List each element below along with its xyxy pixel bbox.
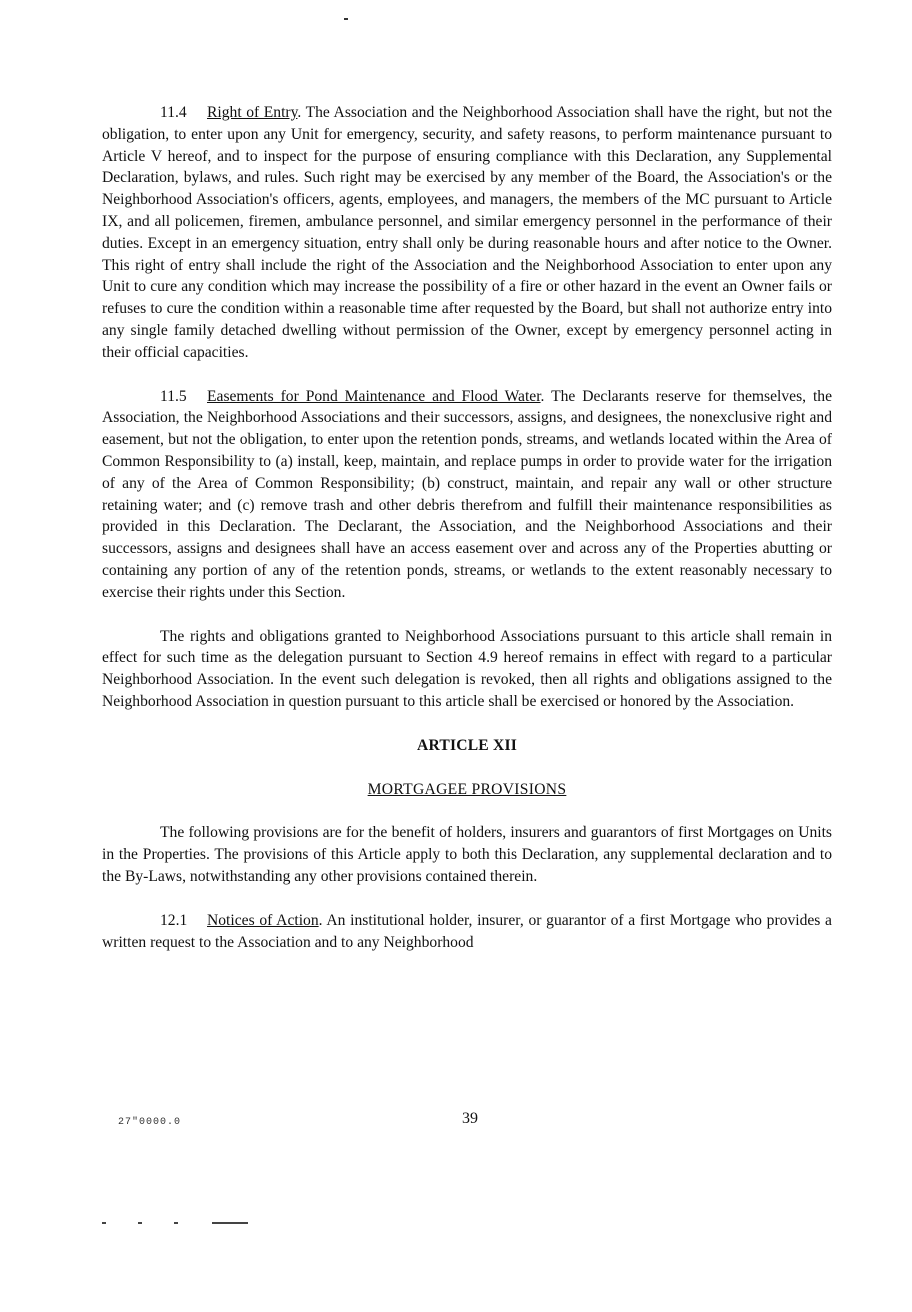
section-11-4 [102, 102, 832, 364]
article-subtitle: MORTGAGEE PROVISIONS [367, 780, 567, 798]
scan-marks-bottom [102, 1222, 252, 1226]
section-heading: Right of Entry [207, 104, 298, 121]
section-heading: Easements for Pond Maintenance and Flood Water [207, 387, 541, 405]
page-number: 39 [462, 1110, 478, 1127]
section-number: 11.4 [160, 104, 187, 121]
section-body: . The Association and the Neighborhood Association shall have the right, but not the obligation, to enter upon any Unit for emergency, security, and safety reasons, to perform maintenance pursuant to Article V hereof, and to inspect for the purpose of ensuring compliance with this Declaration, any Supplemental Declaration, bylaws, and rules. Such right may be exercised by any member of the Board, the Association's or the Neighborhood Association's officers, agents, employees, and managers, the members of the MC pursuant to Article IX, and all policemen, firemen, ambulance personnel, and similar emergency personnel in the performance of their duties. Except in an emergency situation, entry shall only be during reasonable hours and after notice to the Owner. This right of entry shall include the right of the Association and the Neighborhood Association to enter upon any Unit to cure any condition which may increase the possibility of a fire or other hazard in the event an Owner fails or refuses to cure the condition within a reasonable time after requested by the Board, but shall not authorize entry into any single family detached dwelling without permission of the Owner, except by emergency personnel acting in their official capacities. [102, 104, 833, 361]
article-intro: The following provisions are for the benefit of holders, insurers and guarantors of first Mortgages on Units in the Properties. The provisions of this Article apply to both this Declaration, any supplemental declaration and to the By-Laws, notwithstanding any other provisions contained therein. [102, 824, 832, 885]
scan-mark [344, 18, 348, 20]
section-12-1 [102, 910, 832, 954]
section-body: . An institutional holder, insurer, or guarantor of a first Mortgage who provides a written request to the Association and to any Neighborhood [102, 911, 832, 951]
section-number: 11.5 [160, 387, 187, 405]
section-heading: Notices of Action [207, 911, 319, 929]
section-body: . The Declarants reserve for themselves, the Association, the Neighborhood Associations and their successors, assigns, and designees, the nonexclusive right and easement, but not the obligation, to enter upon the retention ponds, streams, and wetlands located within the Area of Common Responsibility to (a) install, keep, maintain, and replace pumps in order to provide water for the irrigation of any of the Area of Common Responsibility; (b) construct, maintain, and repair any wall or other structure retaining water; and (c) remove trash and other debris therefrom and fulfill their maintenance responsibilities as provided in this Declaration. The Declarant, the Association, and the Neighborhood Associations and their successors, assigns and designees shall have an access easement over and across any of the Properties abutting or containing any portion of any of the retention ponds, streams, or wetlands to the extent reasonably necessary to exercise their rights under this Section. [102, 387, 832, 601]
delegation-paragraph: The rights and obligations granted to Neighborhood Associations pursuant to this article shall remain in effect for such time as the delegation pursuant to Section 4.9 hereof remains in effect with regard to a particular Neighborhood Association. In the event such delegation is revoked, then all rights and obligations assigned to the Neighborhood Association in question pursuant to this article shall be exercised or honored by the Association. [102, 627, 832, 710]
scan-mark [212, 1222, 248, 1224]
document-code: 27"0000.0 [118, 1117, 182, 1128]
section-11-5 [102, 386, 832, 604]
scan-mark [102, 1222, 106, 1224]
article-title: ARTICLE XII [416, 736, 517, 754]
scan-mark [138, 1222, 142, 1224]
scan-mark [174, 1222, 178, 1224]
page-content [102, 102, 832, 975]
section-number: 12.1 [160, 911, 188, 929]
